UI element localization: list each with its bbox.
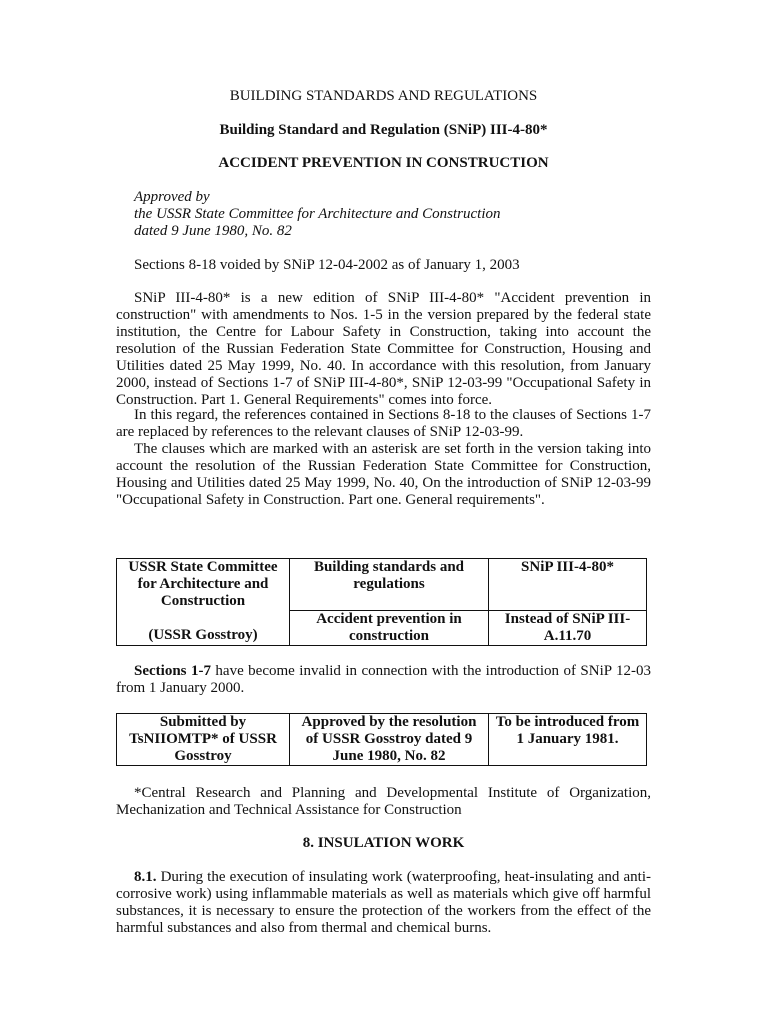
accident-prevention-cell: Accident prevention in construction <box>290 611 489 646</box>
sections-invalid-bold: Sections 1-7 <box>134 663 211 679</box>
clause-8-1-text: During the execution of insulating work (waterproofing, heat-insulating and anti-corrosive work) using inflammable materials as well as materials which give off harmful substances, it is necessary to ensure the protection of the workers from the effect of the harmful substances and also from thermal and chemical burns. <box>116 869 651 936</box>
approval-resolution-cell: Approved by the resolution of USSR Gosstroy dated 9 June 1980, No. 82 <box>290 714 489 766</box>
approval-line-2: the USSR State Committee for Architecture and Construction <box>134 206 501 222</box>
document-heading: ACCIDENT PREVENTION IN CONSTRUCTION <box>218 155 549 171</box>
clause-8-1-number: 8.1. <box>134 869 157 885</box>
intro-paragraph-1: SNiP III-4-80* is a new edition of SNiP III-4-80* "Accident prevention in construction" with amendments to Nos. 1-5 in the version prepared by the federal state institution, the Centre for Labour Safety in Construction, taking into account the resolution of the Russian Federation State Committee for Construction, Housing and Utilities dated 25 May 1999, No. 40. In accordance with this resolution, from January 2000, instead of Sections 1-7 of SNiP III-4-80*, SNiP 12-03-99 "Occupational Safety in Construction. Part 1. General Requirements" comes into force. <box>116 290 651 408</box>
submitted-by-cell: Submitted by TsNIIOMTP* of USSR Gosstroy <box>117 714 290 766</box>
submission-table <box>116 713 647 766</box>
committee-name: USSR State Committee for Architecture and Construction <box>128 559 278 609</box>
clause-8-1 <box>116 869 651 937</box>
voided-note: Sections 8-18 voided by SNiP 12-04-2002 as of January 1, 2003 <box>134 257 520 273</box>
document-info-table <box>116 558 647 646</box>
sections-invalid-text: have become invalid in connection with the introduction of SNiP 12-03 from 1 January 2000. <box>116 663 651 696</box>
standards-cell: Building standards and regulations <box>290 559 489 611</box>
intro-paragraph-2: In this regard, the references contained in Sections 8-18 to the clauses of Sections 1-7 are replaced by references to the relevant clauses of SNiP 12-03-99. <box>116 407 651 440</box>
approval-line-1: Approved by <box>134 189 210 205</box>
sections-invalid-note <box>116 663 651 697</box>
approval-line-3: dated 9 June 1980, No. 82 <box>134 223 292 239</box>
intro-paragraph-3: The clauses which are marked with an asterisk are set forth in the version taking into account the resolution of the Russian Federation State Committee for Construction, Housing and Utilities dated 25 May 1999, No. 40, On the introduction of SNiP 12-03-99 "Occupational Safety in Construction. Part one. General requirements". <box>116 441 651 508</box>
document-subtitle: Building Standard and Regulation (SNiP) III-4-80* <box>219 122 548 138</box>
section-8-heading: 8. INSULATION WORK <box>302 835 465 851</box>
footnote: *Central Research and Planning and Developmental Institute of Organization, Mechanization and Technical Assistance for Construction <box>116 785 651 818</box>
approval-block <box>134 189 654 240</box>
document-title: BUILDING STANDARDS AND REGULATIONS <box>229 88 538 104</box>
gosstroy-label: (USSR Gosstroy) <box>148 627 258 643</box>
committee-cell <box>117 559 290 646</box>
instead-of-cell: Instead of SNiP III-A.11.70 <box>489 611 647 646</box>
snip-code-cell: SNiP III-4-80* <box>489 559 647 611</box>
introduction-date-cell: To be introduced from 1 January 1981. <box>489 714 647 766</box>
